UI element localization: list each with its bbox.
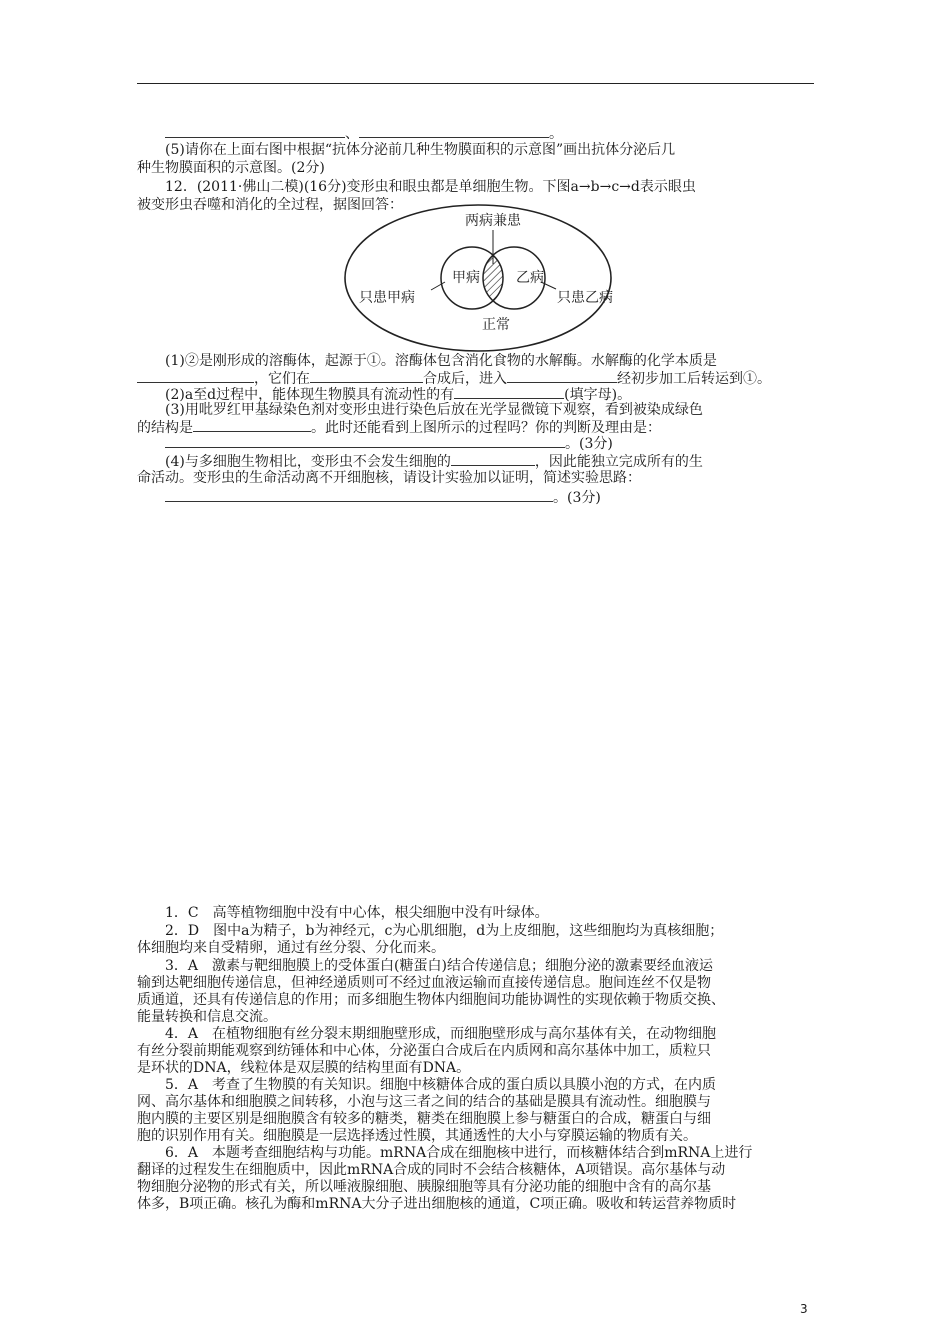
answer-line: 2．D 图中a为精子，b为神经元，c为心肌细胞，d为上皮细胞，这些细胞均为真核细胞； (165, 923, 724, 939)
answer-line: 体多，B项正确。核孔为酶和mRNA大分子进出细胞核的通道，C项正确。吸收和转运营养物质时 (137, 1196, 737, 1212)
answer-blank (451, 452, 535, 466)
answer-blank (165, 488, 553, 502)
answer-line: 4．A 在植物细胞有丝分裂末期细胞壁形成，而细胞壁形成与高尔基体有关，在动物细胞 (165, 1026, 717, 1042)
answer-line: 质通道，还具有传递信息的作用；而多细胞生物体内细胞间功能协调性的实现依赖于物质交换、 (137, 992, 725, 1008)
answer-blank (165, 434, 565, 448)
answer-line: 体细胞均来自受精卵，通过有丝分裂、分化而来。 (137, 940, 445, 956)
q11-part5-line1: (5)请你在上面右图中根据“抗体分泌前几种生物膜面积的示意图”画出抗体分泌后几 (165, 142, 676, 158)
answer-blank (137, 369, 254, 383)
answer-line: 物细胞分泌物的形式有关，所以唾液腺细胞、胰腺细胞等具有分泌功能的细胞中含有的高尔基 (137, 1179, 711, 1195)
label-both: 两病兼患 (465, 213, 521, 229)
answer-line: 翻译的过程发生在细胞质中，因此mRNA合成的同时不会结合核糖体，A项错误。高尔基体与动 (137, 1162, 726, 1178)
q12-stem-line1: 12．(2011·佛山二模)(16分)变形虫和眼虫都是单细胞生物。下图a→b→c→d表示眼虫 (165, 179, 696, 195)
answer-line: 能量转换和信息交流。 (137, 1009, 277, 1025)
q12-part3-line2: 的结构是 。此时还能看到上图所示的过程吗？你的判断及理由是： (137, 420, 661, 436)
q12-part1-line1: (1)②是刚形成的溶酶体，起源于①。溶酶体包含消化食物的水解酶。水解酶的化学本质是 (165, 353, 717, 369)
answer-line: 网、高尔基体和细胞膜之间转移，小泡与这三者之间的结合的基础是膜具有流动性。细胞膜与 (137, 1094, 711, 1110)
label-right-circle: 乙病 (516, 270, 544, 286)
label-left-circle: 甲病 (452, 270, 480, 286)
answer-line: 5．A 考查了生物膜的有关知识。细胞中核糖体合成的蛋白质以具膜小泡的方式，在内质 (165, 1077, 717, 1093)
answer-blank (193, 418, 311, 432)
answer-blank (507, 369, 617, 383)
label-left-only: 只患甲病 (359, 290, 415, 306)
venn-diagram (343, 202, 613, 354)
q12-part3-line3: 。(3分) (137, 434, 814, 453)
q12-part2-line: (2)a至d过程中，能体现生物膜具有流动性的有 (填字母)。 (165, 387, 632, 403)
answer-blank (310, 369, 423, 383)
answer-blank (359, 124, 549, 138)
answer-line: 6．A 本题考查细胞结构与功能。mRNA合成在细胞核中进行，而核糖体结合到mRNA上进行 (165, 1145, 753, 1161)
q12-part1-line2: ，它们在 合成后，进入 经初步加工后转运到①。 (137, 369, 814, 388)
page-number: 3 (800, 1302, 808, 1316)
answer-line: 是环状的DNA，线粒体是双层膜的结构里面有DNA。 (137, 1060, 471, 1076)
q12-stem-line2: 被变形虫吞噬和消化的全过程，据图回答： (137, 197, 403, 213)
q12-part4-line3: 。(3分) (137, 488, 814, 507)
answer-line: 输到达靶细胞传递信息，但神经递质则可不经过血液运输而直接传递信息。胞间连丝不仅是物 (137, 975, 711, 991)
label-normal: 正常 (482, 317, 510, 333)
q11-blank-line: 、 。 (137, 124, 814, 143)
answer-line: 胞的识别作用有关。细胞膜是一层选择透过性膜，其通透性的大小与穿膜运输的物质有关。 (137, 1128, 697, 1144)
answer-blank (454, 385, 564, 399)
answer-line: 3．A 激素与靶细胞膜上的受体蛋白(糖蛋白)结合传递信息；细胞分泌的激素要经血液运 (165, 958, 713, 974)
q11-part5-line2: 种生物膜面积的示意图。(2分) (137, 160, 325, 176)
label-right-only: 只患乙病 (557, 290, 613, 306)
answer-blank (165, 124, 345, 138)
answer-line: 1．C 高等植物细胞中没有中心体，根尖细胞中没有叶绿体。 (165, 905, 549, 921)
header-rule (137, 83, 814, 84)
q12-part4-line1: (4)与多细胞生物相比，变形虫不会发生细胞的 ，因此能独立完成所有的生 (165, 454, 703, 470)
answer-line: 胞内膜的主要区别是细胞膜含有较多的糖类，糖类在细胞膜上参与糖蛋白的合成，糖蛋白与细 (137, 1111, 711, 1127)
q12-part3-line1: (3)用吡罗红甲基绿染色剂对变形虫进行染色后放在光学显微镜下观察，看到被染成绿色 (165, 402, 703, 418)
answer-line: 有丝分裂前期能观察到纺锤体和中心体，分泌蛋白合成后在内质网和高尔基体中加工，质粒只 (137, 1043, 711, 1059)
q12-part4-line2: 命活动。变形虫的生命活动离不开细胞核，请设计实验加以证明，简述实验思路： (137, 470, 641, 486)
